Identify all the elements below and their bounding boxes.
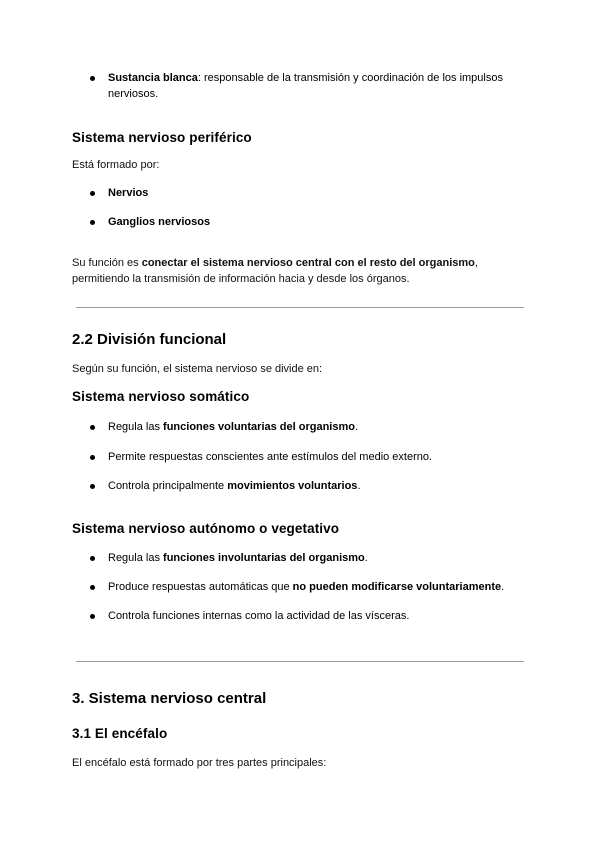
paragraph-text: permitiendo la transmisión de información hacia y desde los órganos. [72, 273, 410, 285]
paragraph [72, 255, 532, 287]
list-item-text: Permite respuestas conscientes ante estímulos del medio externo. [108, 451, 433, 463]
bullet-icon [90, 484, 95, 489]
list-item-text: Regula las [108, 552, 164, 564]
horizontal-divider [76, 661, 524, 662]
list-item-text: . [357, 480, 361, 492]
emphasis: conectar el sistema nervioso central con el resto del organismo [141, 257, 475, 269]
paragraph: Según su función, el sistema nervioso se divide en: [72, 363, 323, 375]
section-heading-functional: 2.2 División funcional [72, 331, 227, 348]
bullet-icon [90, 191, 95, 196]
list-item-text: . [364, 552, 368, 564]
term: Sustancia blanca [108, 72, 198, 84]
subsection-heading-encephalon: 3.1 El encéfalo [72, 726, 168, 741]
emphasis: funciones voluntarias del organismo [163, 421, 355, 433]
definition: : responsable de la transmisión y coordinación de los impulsos [197, 72, 503, 84]
definition-continuation: nerviosos. [108, 88, 159, 100]
bullet-icon [90, 425, 95, 430]
list-item-text: . [501, 581, 505, 593]
paragraph-text: Su función es [72, 257, 142, 269]
emphasis: funciones involuntarias del organismo [163, 552, 365, 564]
bullet-icon [90, 585, 95, 590]
paragraph: El encéfalo está formado por tres partes principales: [72, 757, 327, 769]
list-item-text: Ganglios nerviosos [108, 216, 211, 228]
bullet-icon [90, 220, 95, 225]
subsection-heading-autonomic: Sistema nervioso autónomo o vegetativo [72, 521, 340, 536]
section-heading-central: 3. Sistema nervioso central [72, 690, 267, 707]
list-item-text: Regula las [108, 421, 164, 433]
list-item-text: Controla principalmente [108, 480, 228, 492]
bullet-icon [90, 455, 95, 460]
list-item-text: Nervios [108, 187, 149, 199]
bullet-icon [90, 556, 95, 561]
paragraph-text: , [474, 257, 478, 269]
subsection-heading-somatic: Sistema nervioso somático [72, 389, 250, 404]
list-item-text: Controla funciones internas como la actividad de las vísceras. [108, 610, 410, 622]
paragraph: Está formado por: [72, 159, 160, 171]
section-heading-peripheral: Sistema nervioso periférico [72, 130, 252, 145]
list-item-text: . [354, 421, 359, 433]
bullet-icon [90, 76, 95, 81]
list-item-text: Produce respuestas automáticas que [108, 581, 293, 593]
emphasis: no pueden modificarse voluntariamente [292, 581, 502, 593]
horizontal-divider [76, 307, 524, 308]
emphasis: movimientos voluntarios [227, 480, 358, 492]
bullet-icon [90, 614, 95, 619]
